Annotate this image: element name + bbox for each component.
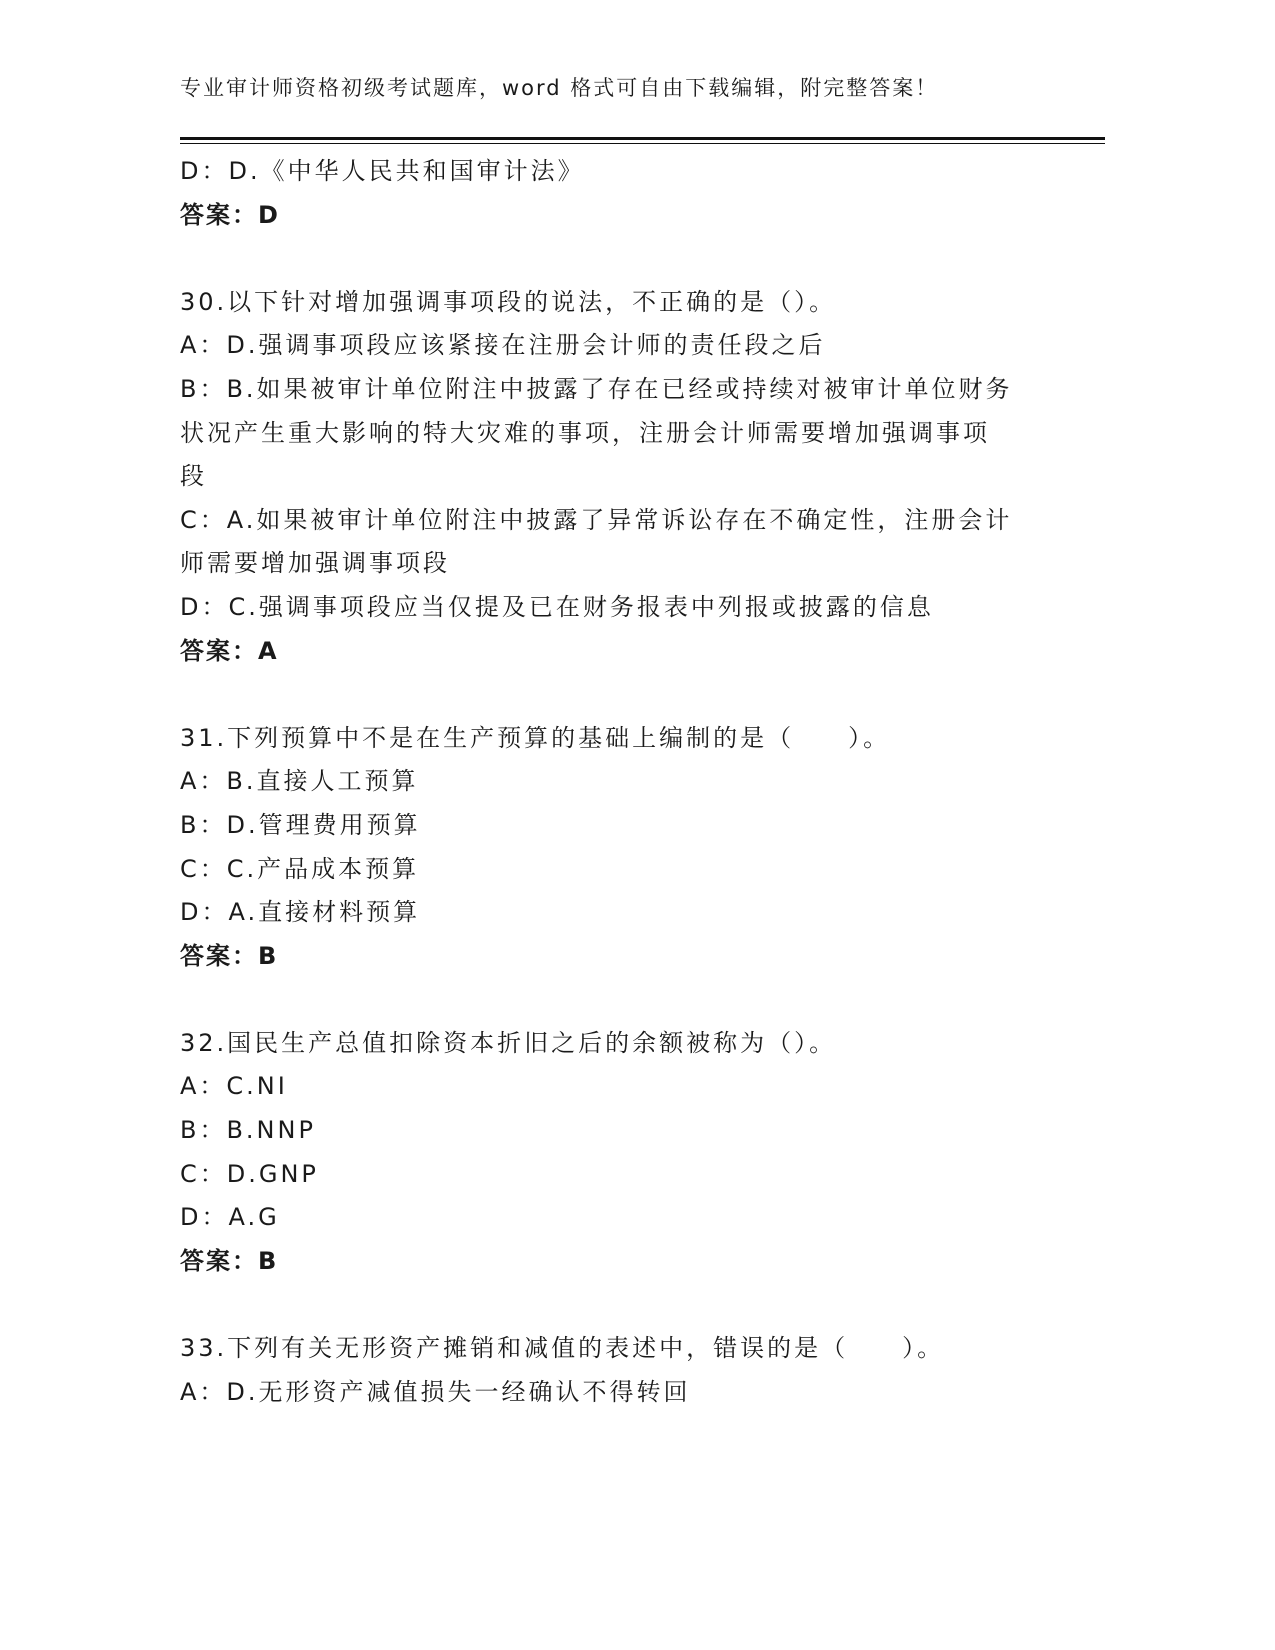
question-31-option-a: A：B.直接人工预算 xyxy=(180,767,419,796)
prev-answer: 答案：D xyxy=(180,200,280,229)
question-30-option-b-line3: 段 xyxy=(180,462,207,491)
question-30 xyxy=(180,281,1060,673)
prev-option-d: D：D.《中华人民共和国审计法》 xyxy=(180,157,585,185)
question-32-answer: 答案：B xyxy=(180,1246,279,1275)
question-33-option-a: A：D.无形资产减值损失一经确认不得转回 xyxy=(180,1377,691,1406)
question-31 xyxy=(180,717,1060,979)
header-rule-thick xyxy=(180,137,1105,140)
question-32-option-c: C：D.GNP xyxy=(180,1159,319,1188)
question-30-option-c-line1: C：A.如果被审计单位附注中披露了异常诉讼存在不确定性，注册会计 xyxy=(180,505,1013,534)
spacer xyxy=(180,1283,1060,1327)
question-30-option-b-line2: 状况产生重大影响的特大灾难的事项，注册会计师需要增加强调事项 xyxy=(180,418,990,447)
question-30-option-b-line1: B：B.如果被审计单位附注中披露了存在已经或持续对被审计单位财务 xyxy=(180,374,1013,403)
question-31-option-c: C：C.产品成本预算 xyxy=(180,854,420,883)
question-32-stem: 32.国民生产总值扣除资本折旧之后的余额被称为（）。 xyxy=(180,1028,837,1057)
question-31-option-b: B：D.管理费用预算 xyxy=(180,810,421,839)
question-30-option-a: A：D.强调事项段应该紧接在注册会计师的责任段之后 xyxy=(180,331,826,360)
spacer xyxy=(180,237,1060,281)
question-31-stem: 31.下列预算中不是在生产预算的基础上编制的是（ ）。 xyxy=(180,723,891,752)
question-30-option-d: D：C.强调事项段应当仅提及已在财务报表中列报或披露的信息 xyxy=(180,592,934,621)
question-33-stem: 33.下列有关无形资产摊销和减值的表述中，错误的是（ ）。 xyxy=(180,1334,945,1363)
header-rule-thin xyxy=(180,143,1105,144)
question-32-option-d: D：A.G xyxy=(180,1203,280,1232)
question-33 xyxy=(180,1327,1060,1414)
question-32-option-a: A：C.NI xyxy=(180,1072,288,1101)
question-content xyxy=(180,150,1060,1414)
question-32-option-b: B：B.NNP xyxy=(180,1116,316,1145)
question-31-option-d: D：A.直接材料预算 xyxy=(180,898,421,927)
question-32 xyxy=(180,1022,1060,1284)
question-31-answer: 答案：B xyxy=(180,941,279,970)
question-30-option-c-line2: 师需要增加强调事项段 xyxy=(180,549,450,578)
question-30-answer: 答案：A xyxy=(180,636,279,665)
spacer xyxy=(180,673,1060,717)
spacer xyxy=(180,978,1060,1022)
page-header: 专业审计师资格初级考试题库，word 格式可自由下载编辑，附完整答案！ xyxy=(180,76,939,100)
question-30-stem: 30.以下针对增加强调事项段的说法，不正确的是（）。 xyxy=(180,287,837,316)
